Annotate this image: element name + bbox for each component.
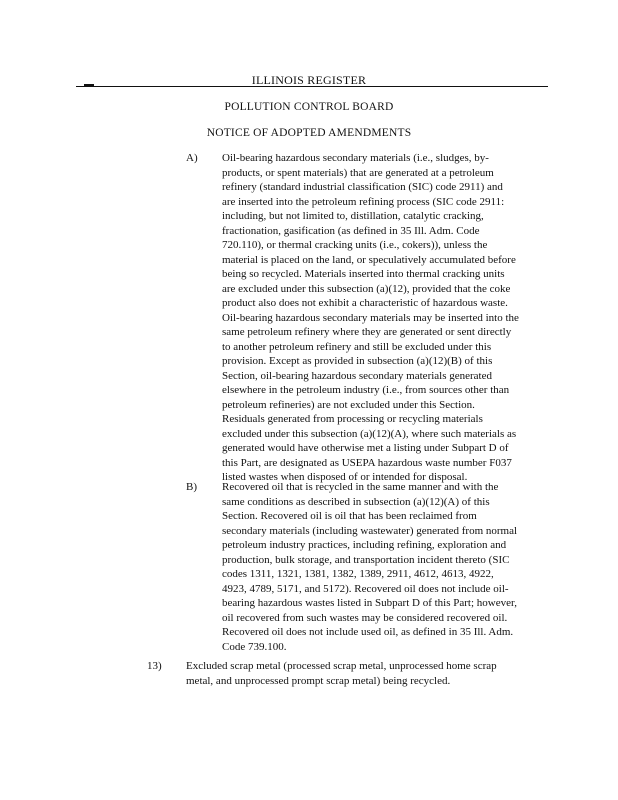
- text-line: 720.110), or thermal cracking units (i.e., cokers)), unless the: [222, 239, 488, 251]
- board-name: POLLUTION CONTROL BOARD: [224, 101, 394, 113]
- text-line: Recovered oil does not include used oil, as defined in 35 Ill. Adm.: [222, 626, 514, 638]
- text-line: same conditions as described in subsection (a)(12)(A) of this: [222, 495, 490, 508]
- text-line: elsewhere in the petroleum industry (i.e., from sources other than: [222, 384, 510, 396]
- text-line: fractionation, gasification (as defined in 35 Ill. Adm. Code: [222, 224, 480, 237]
- text-line: Recovered oil that is recycled in the same manner and with the: [222, 481, 499, 493]
- text-line: Oil-bearing hazardous secondary materials may be inserted into the: [222, 311, 519, 324]
- notice-heading: NOTICE OF ADOPTED AMENDMENTS: [206, 127, 412, 139]
- text-line: listed wastes when disposed of or intended for disposal.: [222, 471, 468, 483]
- text-line: including, but not limited to, distillation, catalytic cracking,: [222, 210, 484, 222]
- text-line: petroleum refineries) are not excluded under this Section.: [222, 398, 475, 411]
- text-line: Section. Recovered oil is oil that has been reclaimed from: [222, 510, 477, 522]
- header-rule: [76, 86, 548, 87]
- text-line: generated would have otherwise met a listing under Subpart D of: [222, 442, 509, 454]
- text-line: are excluded under this subsection (a)(12), provided that the coke: [222, 282, 511, 295]
- text-line: refinery (standard industrial classification (SIC) code 2911) and: [222, 181, 503, 193]
- text-line: codes 1311, 1321, 1381, 1382, 1389, 2911, 4612, 4613, 4922,: [222, 568, 494, 580]
- text-line: Oil-bearing hazardous secondary materials (i.e., sludges, by-: [222, 152, 489, 164]
- text-line: oil recovered from such wastes may be considered recovered oil.: [222, 611, 508, 624]
- subsection-13-marker: 13): [147, 660, 162, 672]
- text-line: being so recycled. Materials inserted into thermal cracking units: [222, 268, 505, 280]
- text-line: excluded under this subsection (a)(12)(A), where such materials as: [222, 427, 517, 440]
- subsection-13-text: [186, 659, 526, 688]
- text-line: Excluded scrap metal (processed scrap metal, unprocessed home scrap: [186, 660, 497, 672]
- subsection-a-marker: A): [186, 152, 198, 164]
- text-line: secondary materials (including wastewater) generated from normal: [222, 524, 518, 537]
- text-line: metal, and unprocessed prompt scrap metal) being recycled.: [186, 674, 451, 687]
- text-line: production, bulk storage, and transportation incident thereto (SIC: [222, 553, 510, 566]
- text-line: are inserted into the petroleum refining process (SIC code 2911:: [222, 195, 505, 208]
- text-line: bearing hazardous wastes listed in Subpart D of this Part; however,: [222, 597, 517, 609]
- text-line: petroleum industry practices, including refining, exploration and: [222, 539, 507, 551]
- text-line: material is placed on the land, or speculatively accumulated before: [222, 253, 516, 266]
- register-title: ILLINOIS REGISTER: [251, 73, 367, 87]
- text-line: Residuals generated from processing or recycling materials: [222, 413, 483, 425]
- subsection-b-marker: B): [186, 481, 197, 493]
- text-line: Section, oil-bearing hazardous secondary materials generated: [222, 369, 492, 382]
- text-line: 4923, 4789, 5171, and 5172). Recovered oil does not include oil-: [222, 582, 509, 595]
- subsection-b-text: [222, 480, 552, 654]
- text-line: same petroleum refinery where they are generated or sent directly: [222, 326, 512, 338]
- text-line: Code 739.100.: [222, 640, 287, 653]
- text-line: provision. Except as provided in subsection (a)(12)(B) of this: [222, 355, 493, 367]
- subsection-a-text: [222, 151, 552, 485]
- text-line: to another petroleum refinery and still be excluded under this: [222, 340, 492, 353]
- text-line: product also does not exhibit a characteristic of hazardous waste.: [222, 297, 508, 309]
- text-line: products, or spent materials) that are generated at a petroleum: [222, 166, 494, 179]
- text-line: this Part, are designated as USEPA hazardous waste number F037: [222, 456, 512, 469]
